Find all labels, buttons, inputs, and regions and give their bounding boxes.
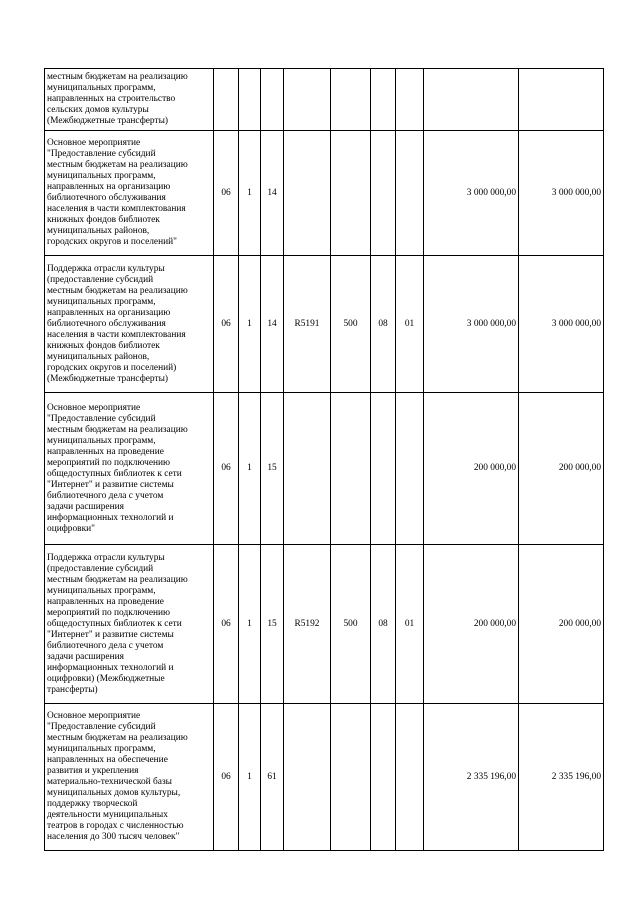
row-name-cell: Поддержка отрасли культуры (предоставление субсидий местным бюджетам на реализацию муниципальных программ, направленных на проведение мероприятий по подключению общедоступных библиотек к сети "Интернет" и развитие системы библиотечного дела с учетом задачи расширения информационных технологий и оцифровки) (Межбюджетные трансферты) bbox=[45, 545, 214, 704]
amount-cell: 200 000,00 bbox=[424, 545, 519, 704]
amount-cell: 3 000 000,00 bbox=[424, 131, 519, 256]
subsection-cell bbox=[396, 69, 424, 131]
direction-code-cell: R5192 bbox=[284, 545, 331, 704]
subsection-cell bbox=[396, 393, 424, 545]
program-code-cell: 06 bbox=[214, 256, 239, 393]
row-name-cell: Основное мероприятие "Предоставление субсидий местным бюджетам на реализацию муниципальных программ, направленных на организацию библиотечного обслуживания населения в части комплектования книжных фондов библиотек муниципальных районов, городских округов и поселений" bbox=[45, 131, 214, 256]
row-name-cell: Основное мероприятие "Предоставление субсидий местным бюджетам на реализацию муниципальных программ, направленных на проведение мероприятий по подключению общедоступных библиотек к сети "Интернет" и развитие системы библиотечного дела с учетом задачи расширения информационных технологий и оцифровки" bbox=[45, 393, 214, 545]
activity-code-cell: 15 bbox=[261, 545, 284, 704]
subsection-cell: 01 bbox=[396, 256, 424, 393]
table-row bbox=[45, 131, 604, 256]
section-cell bbox=[371, 69, 396, 131]
table-row bbox=[45, 545, 604, 704]
program-code-cell: 06 bbox=[214, 545, 239, 704]
activity-code-cell: 61 bbox=[261, 704, 284, 851]
amount-cell: 200 000,00 bbox=[424, 393, 519, 545]
budget-table bbox=[44, 68, 604, 851]
subprogram-code-cell: 1 bbox=[239, 256, 261, 393]
expense-type-cell bbox=[331, 69, 371, 131]
subsection-cell: 01 bbox=[396, 545, 424, 704]
expense-type-cell bbox=[331, 131, 371, 256]
direction-code-cell bbox=[284, 393, 331, 545]
expense-type-cell: 500 bbox=[331, 545, 371, 704]
activity-code-cell bbox=[261, 69, 284, 131]
amount-cell-2 bbox=[519, 69, 604, 131]
row-name-cell: местным бюджетам на реализацию муниципальных программ, направленных на строительство сельских домов культуры (Межбюджетные трансферты) bbox=[45, 69, 214, 131]
program-code-cell: 06 bbox=[214, 704, 239, 851]
activity-code-cell: 14 bbox=[261, 131, 284, 256]
program-code-cell: 06 bbox=[214, 393, 239, 545]
table-row bbox=[45, 704, 604, 851]
amount-cell-2: 3 000 000,00 bbox=[519, 131, 604, 256]
direction-code-cell bbox=[284, 131, 331, 256]
amount-cell-2: 200 000,00 bbox=[519, 545, 604, 704]
subprogram-code-cell: 1 bbox=[239, 393, 261, 545]
subprogram-code-cell: 1 bbox=[239, 545, 261, 704]
subsection-cell bbox=[396, 704, 424, 851]
subprogram-code-cell: 1 bbox=[239, 131, 261, 256]
direction-code-cell bbox=[284, 69, 331, 131]
direction-code-cell bbox=[284, 704, 331, 851]
expense-type-cell: 500 bbox=[331, 256, 371, 393]
row-name-cell: Основное мероприятие "Предоставление субсидий местным бюджетам на реализацию муниципальных программ, направленных на обеспечение развития и укрепления материально-технической базы муниципальных домов культуры, поддержку творческой деятельности муниципальных театров в городах с численностью населения до 300 тысяч человек" bbox=[45, 704, 214, 851]
direction-code-cell: R5191 bbox=[284, 256, 331, 393]
section-cell bbox=[371, 704, 396, 851]
section-cell: 08 bbox=[371, 545, 396, 704]
table-row bbox=[45, 256, 604, 393]
amount-cell: 3 000 000,00 bbox=[424, 256, 519, 393]
amount-cell-2: 200 000,00 bbox=[519, 393, 604, 545]
activity-code-cell: 14 bbox=[261, 256, 284, 393]
program-code-cell bbox=[214, 69, 239, 131]
subprogram-code-cell bbox=[239, 69, 261, 131]
table-row bbox=[45, 393, 604, 545]
subprogram-code-cell: 1 bbox=[239, 704, 261, 851]
activity-code-cell: 15 bbox=[261, 393, 284, 545]
section-cell bbox=[371, 393, 396, 545]
expense-type-cell bbox=[331, 393, 371, 545]
amount-cell-2: 2 335 196,00 bbox=[519, 704, 604, 851]
amount-cell-2: 3 000 000,00 bbox=[519, 256, 604, 393]
section-cell bbox=[371, 131, 396, 256]
amount-cell bbox=[424, 69, 519, 131]
program-code-cell: 06 bbox=[214, 131, 239, 256]
subsection-cell bbox=[396, 131, 424, 256]
table-row bbox=[45, 69, 604, 131]
expense-type-cell bbox=[331, 704, 371, 851]
section-cell: 08 bbox=[371, 256, 396, 393]
row-name-cell: Поддержка отрасли культуры (предоставление субсидий местным бюджетам на реализацию муниципальных программ, направленных на организацию библиотечного обслуживания населения в части комплектования книжных фондов библиотек муниципальных районов, городских округов и поселений) (Межбюджетные трансферты) bbox=[45, 256, 214, 393]
amount-cell: 2 335 196,00 bbox=[424, 704, 519, 851]
